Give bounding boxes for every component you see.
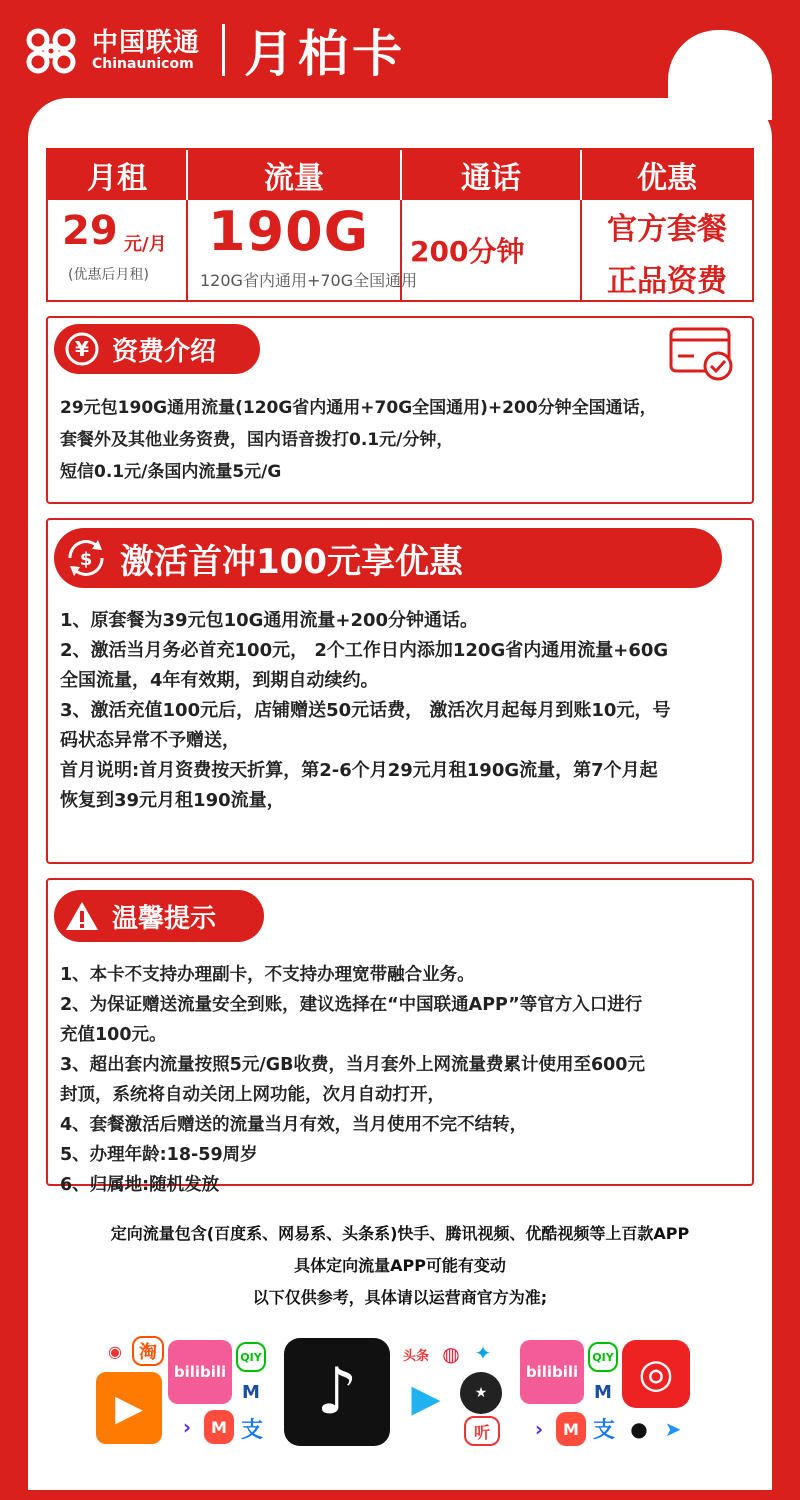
game-icon: ★ xyxy=(460,1372,502,1414)
feishu-icon: ➤ xyxy=(658,1414,688,1444)
qq-icon: ● xyxy=(624,1414,654,1444)
china-unicom-logo-icon xyxy=(20,22,82,78)
activation-section xyxy=(46,518,754,864)
activation-line: 恢复到39元月租190流量， xyxy=(60,790,285,811)
promo-line-2: 正品资费 xyxy=(607,264,727,299)
fee-line: 29元包190G通用流量(120G省内通用+70G全国通用)+200分钟全国通话， xyxy=(60,398,657,418)
data-value: 190G xyxy=(208,200,370,263)
header-divider xyxy=(222,24,225,76)
activation-text xyxy=(60,606,744,816)
rent-note: (优惠后月租) xyxy=(68,267,149,283)
footer-line-3: 以下仅供参考，具体请以运营商官方为准; xyxy=(252,1288,548,1307)
tips-line: 封顶，系统将自动关闭上网功能，次月自动打开， xyxy=(60,1085,445,1105)
fee-section-title xyxy=(54,324,260,374)
brand-name-cn: 中国联通 xyxy=(92,28,201,58)
mgtv-icon-2: M xyxy=(556,1412,586,1446)
plan-table-header xyxy=(48,150,752,200)
fee-line: 短信0.1元/条国内流量5元/G xyxy=(60,462,282,482)
douyin-icon: ♪ xyxy=(284,1338,390,1446)
activation-line: 首月说明:首月资费按天折算，第2-6个月29元月租190G流量，第7个月起 xyxy=(60,760,658,781)
header-data: 流量 xyxy=(188,150,402,200)
brand-name-en: Chinaunicom xyxy=(92,56,194,72)
app-icon-grid xyxy=(90,1336,710,1456)
header-call: 通话 xyxy=(402,150,582,200)
iqiyi-icon: QIY xyxy=(236,1342,266,1372)
cell-promo xyxy=(582,200,752,300)
tips-line: 6、归属地:随机发放 xyxy=(60,1175,220,1195)
svg-text:¥: ¥ xyxy=(75,337,89,361)
footer-notes xyxy=(0,1218,800,1314)
header-rent: 月租 xyxy=(48,150,188,200)
tips-line: 4、套餐激活后赠送的流量当月有效，当月使用不完不结转， xyxy=(60,1115,528,1135)
activation-line: 1、原套餐为39元包10G通用流量+200分钟通话。 xyxy=(60,610,479,631)
activation-section-title xyxy=(54,528,722,588)
activation-line: 全国流量，4年有效期，到期自动续约。 xyxy=(60,670,379,691)
tips-line: 2、为保证赠送流量安全到账，建议选择在“中国联通APP”等官方入口进行 xyxy=(60,995,643,1015)
bilibili-icon: bilibili xyxy=(168,1340,232,1404)
taobao-icon: 淘 xyxy=(132,1336,164,1366)
data-note: 120G省内通用+70G全国通用 xyxy=(200,271,418,290)
cctv-icon: M xyxy=(236,1378,266,1406)
alipay-icon: 支 xyxy=(236,1412,268,1444)
ting-icon: 听 xyxy=(464,1416,500,1446)
activation-line: 2、激活当月务必首充100元， 2个工作日内添加120G省内通用流量+60G xyxy=(60,640,669,661)
footer-line-1: 定向流量包含(百度系、网易系、头条系)快手、腾讯视频、优酷视频等上百款APP xyxy=(110,1224,690,1243)
tips-line: 5、办理年龄:18-59周岁 xyxy=(60,1145,258,1165)
netease-music-icon: ◎ xyxy=(622,1340,690,1408)
toutiao-icon: 头条 xyxy=(398,1340,434,1368)
call-value: 200分钟 xyxy=(410,235,525,268)
activation-title-text: 激活首冲100元享优惠 xyxy=(120,541,463,582)
tips-section-title xyxy=(54,890,264,942)
tips-title-text: 温馨提示 xyxy=(112,903,217,934)
weibo-icon: ◍ xyxy=(436,1340,466,1368)
promo-line-1: 官方套餐 xyxy=(607,212,727,247)
baidu-map-icon: ◉ xyxy=(100,1336,130,1366)
footer-line-2: 具体定向流量APP可能有变动 xyxy=(294,1256,506,1275)
warning-icon xyxy=(64,898,100,934)
cctv-icon-2: M xyxy=(588,1378,618,1406)
svg-text:$: $ xyxy=(79,549,93,570)
activation-line: 3、激活充值100元后，店铺赠送50元话费， 激活次月起每月到账10元，号 xyxy=(60,700,671,721)
plan-table xyxy=(46,148,754,302)
kuaishou-icon: ▶ xyxy=(96,1372,162,1444)
tips-section xyxy=(46,878,754,1195)
page-title: 月柏卡 xyxy=(244,25,406,83)
iqiyi-icon-2: QIY xyxy=(588,1342,618,1372)
tips-line: 充值100元。 xyxy=(60,1025,167,1045)
dollar-refresh-icon xyxy=(64,536,108,580)
bilibili-icon-2: bilibili xyxy=(520,1340,584,1404)
yuan-coin-icon xyxy=(64,331,100,367)
mgtv-icon: M xyxy=(204,1410,234,1444)
youku-icon: › xyxy=(172,1410,202,1444)
tips-line: 3、超出套内流量按照5元/GB收费，当月套外上网流量费累计使用至600元 xyxy=(60,1055,645,1075)
tips-text xyxy=(60,960,744,1200)
activation-line: 码状态异常不予赠送， xyxy=(60,730,240,751)
rent-unit: 元/月 xyxy=(124,234,167,255)
alipay-icon-2: 支 xyxy=(588,1412,620,1444)
header-promo: 优惠 xyxy=(582,150,752,200)
tips-line: 1、本卡不支持办理副卡，不支持办理宽带融合业务。 xyxy=(60,965,475,985)
cell-rent xyxy=(48,200,188,300)
fee-title-text: 资费介绍 xyxy=(112,336,217,367)
tencent-video-icon: ▶ xyxy=(402,1374,450,1422)
tencent-news-icon: ✦ xyxy=(468,1336,498,1370)
bill-check-icon xyxy=(668,326,736,382)
rent-value: 29 xyxy=(62,208,118,254)
youku-icon-2: › xyxy=(524,1412,554,1446)
fee-line: 套餐外及其他业务资费，国内语音拨打0.1元/分钟， xyxy=(60,430,454,450)
fee-section xyxy=(46,316,754,504)
fee-text xyxy=(60,392,744,488)
